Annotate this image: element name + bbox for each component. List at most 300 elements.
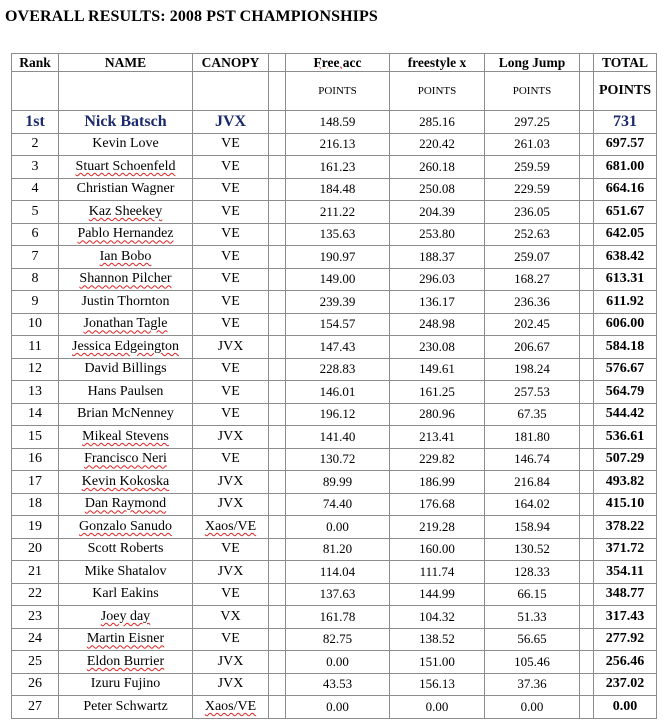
spacer-cell xyxy=(269,538,286,561)
free-acc-cell: 190.97 xyxy=(286,246,390,269)
free-acc-points-label: POINTS xyxy=(286,72,390,111)
freestyle-cell: 0.00 xyxy=(390,696,485,719)
total-cell: 544.42 xyxy=(594,403,657,426)
free-acc-cell: 141.40 xyxy=(286,426,390,449)
total-cell: 415.10 xyxy=(594,493,657,516)
long-jump-cell: 0.00 xyxy=(485,696,580,719)
long-jump-cell: 206.67 xyxy=(485,336,580,359)
name-cell: Kevin Love xyxy=(59,133,193,156)
spacer-cell xyxy=(269,628,286,651)
rank-cell: 3 xyxy=(12,156,59,179)
total-cell: 237.02 xyxy=(594,673,657,696)
rank-cell: 16 xyxy=(12,448,59,471)
rank-cell: 26 xyxy=(12,673,59,696)
long-jump-cell: 202.45 xyxy=(485,313,580,336)
free-acc-cell: 0.00 xyxy=(286,696,390,719)
spacer-cell xyxy=(269,583,286,606)
spacer-cell xyxy=(269,516,286,539)
spacer-cell xyxy=(580,538,594,561)
total-cell: 564.79 xyxy=(594,381,657,404)
rank-cell: 1st xyxy=(12,111,59,134)
spacer-cell xyxy=(269,358,286,381)
rank-cell: 23 xyxy=(12,606,59,629)
freestyle-cell: 204.39 xyxy=(390,201,485,224)
canopy-cell: VE xyxy=(193,448,269,471)
long-jump-cell: 164.02 xyxy=(485,493,580,516)
spacer-cell xyxy=(580,673,594,696)
total-cell: 256.46 xyxy=(594,651,657,674)
freestyle-cell: 151.00 xyxy=(390,651,485,674)
long-jump-cell: 198.24 xyxy=(485,358,580,381)
table-row xyxy=(12,156,657,179)
canopy-cell: JVX xyxy=(193,561,269,584)
total-cell: 371.72 xyxy=(594,538,657,561)
rank-cell: 2 xyxy=(12,133,59,156)
spacer-cell xyxy=(580,583,594,606)
table-row xyxy=(12,448,657,471)
freestyle-cell: 149.61 xyxy=(390,358,485,381)
name-cell xyxy=(59,223,193,246)
rank-cell: 5 xyxy=(12,201,59,224)
free-acc-cell: 149.00 xyxy=(286,268,390,291)
name-cell-text: Jonathan Tagle xyxy=(83,316,168,332)
name-cell: Scott Roberts xyxy=(59,538,193,561)
free-acc-cell: 184.48 xyxy=(286,178,390,201)
name-cell xyxy=(59,268,193,291)
rank-cell: 10 xyxy=(12,313,59,336)
spacer-cell xyxy=(580,516,594,539)
table-row xyxy=(12,111,657,134)
canopy-cell: VE xyxy=(193,268,269,291)
canopy-cell: VE xyxy=(193,246,269,269)
table-row xyxy=(12,336,657,359)
total-cell: 642.05 xyxy=(594,223,657,246)
free-acc-header xyxy=(286,54,390,72)
spacer-cell xyxy=(269,291,286,314)
canopy-cell-text: Xaos/VE xyxy=(204,518,257,534)
freestyle-cell: 176.68 xyxy=(390,493,485,516)
freestyle-cell: 220.42 xyxy=(390,133,485,156)
canopy-cell: VE xyxy=(193,133,269,156)
name-cell xyxy=(59,426,193,449)
canopy-cell: VE xyxy=(193,403,269,426)
spacer-cell xyxy=(269,246,286,269)
spacer-cell xyxy=(269,403,286,426)
free-acc-cell: 154.57 xyxy=(286,313,390,336)
spacer-cell xyxy=(269,606,286,629)
table-row xyxy=(12,201,657,224)
total-cell: 0.00 xyxy=(594,696,657,719)
long-jump-cell: 56.65 xyxy=(485,628,580,651)
canopy-cell: VE xyxy=(193,223,269,246)
spacer-cell xyxy=(580,606,594,629)
spacer-cell xyxy=(269,448,286,471)
canopy-cell: VX xyxy=(193,606,269,629)
name-cell-text: Kevin Kokoska xyxy=(81,473,170,489)
name-cell-text: Shannon Pilcher xyxy=(79,271,172,287)
rank-cell: 25 xyxy=(12,651,59,674)
empty-cell xyxy=(193,72,269,111)
rank-cell: 7 xyxy=(12,246,59,269)
long-jump-header: Long Jump xyxy=(485,54,580,72)
name-cell-text: Mikeal Stevens xyxy=(82,428,169,444)
long-jump-cell: 259.07 xyxy=(485,246,580,269)
free-acc-cell: 81.20 xyxy=(286,538,390,561)
table-row xyxy=(12,291,657,314)
name-cell xyxy=(59,471,193,494)
total-cell: 507.29 xyxy=(594,448,657,471)
table-row xyxy=(12,516,657,539)
long-jump-cell: 259.59 xyxy=(485,156,580,179)
spacer-cell xyxy=(580,426,594,449)
name-cell: Peter Schwartz xyxy=(59,696,193,719)
spacer-cell xyxy=(269,336,286,359)
freestyle-cell: 111.74 xyxy=(390,561,485,584)
canopy-cell: VE xyxy=(193,358,269,381)
free-acc-cell: 239.39 xyxy=(286,291,390,314)
name-cell-text: Kaz Sheekey xyxy=(88,203,163,219)
long-jump-cell: 236.05 xyxy=(485,201,580,224)
name-cell xyxy=(59,201,193,224)
name-cell-text: Dan Raymond xyxy=(84,496,167,512)
free-acc-cell: 74.40 xyxy=(286,493,390,516)
freestyle-cell: 296.03 xyxy=(390,268,485,291)
table-row xyxy=(12,471,657,494)
spacer-cell xyxy=(580,246,594,269)
table-row xyxy=(12,561,657,584)
rank-cell: 18 xyxy=(12,493,59,516)
name-cell xyxy=(59,606,193,629)
spacer-cell xyxy=(580,54,594,72)
long-jump-cell: 257.53 xyxy=(485,381,580,404)
table-row xyxy=(12,268,657,291)
canopy-cell: JVX xyxy=(193,651,269,674)
total-cell: 317.43 xyxy=(594,606,657,629)
total-cell: 536.61 xyxy=(594,426,657,449)
free-acc-cell: 137.63 xyxy=(286,583,390,606)
table-row xyxy=(12,651,657,674)
canopy-cell: VE xyxy=(193,291,269,314)
table-row xyxy=(12,223,657,246)
spacer-cell xyxy=(269,493,286,516)
spacer-cell xyxy=(269,54,286,72)
freestyle-cell: 248.98 xyxy=(390,313,485,336)
name-cell xyxy=(59,336,193,359)
spacer-cell xyxy=(580,493,594,516)
free-acc-cell: 0.00 xyxy=(286,651,390,674)
name-cell-text: Jessica Edgeington xyxy=(72,338,179,354)
long-jump-cell: 66.15 xyxy=(485,583,580,606)
spacer-cell xyxy=(580,156,594,179)
long-jump-cell: 158.94 xyxy=(485,516,580,539)
results-body xyxy=(12,54,657,719)
name-cell: Christian Wagner xyxy=(59,178,193,201)
name-cell-text: Stuart Schoenfeld xyxy=(75,158,176,174)
name-cell: Justin Thornton xyxy=(59,291,193,314)
long-jump-cell: 261.03 xyxy=(485,133,580,156)
spacer-cell xyxy=(269,178,286,201)
name-cell xyxy=(59,313,193,336)
free-acc-cell: 43.53 xyxy=(286,673,390,696)
free-acc-cell: 135.63 xyxy=(286,223,390,246)
spacer-cell xyxy=(580,471,594,494)
total-cell: 664.16 xyxy=(594,178,657,201)
total-cell: 354.11 xyxy=(594,561,657,584)
canopy-cell: VE xyxy=(193,583,269,606)
long-jump-cell: 51.33 xyxy=(485,606,580,629)
canopy-cell xyxy=(193,696,269,719)
spacer-cell xyxy=(580,381,594,404)
name-cell xyxy=(59,516,193,539)
long-jump-cell: 181.80 xyxy=(485,426,580,449)
rank-cell: 11 xyxy=(12,336,59,359)
freestyle-cell: 104.32 xyxy=(390,606,485,629)
name-cell-text: Francisco Neri xyxy=(84,451,167,467)
free-acc-cell: 161.23 xyxy=(286,156,390,179)
table-row xyxy=(12,246,657,269)
name-cell: Nick Batsch xyxy=(59,111,193,134)
free-acc-cell: 0.00 xyxy=(286,516,390,539)
freestyle-header: freestyle x xyxy=(390,54,485,72)
canopy-cell: VE xyxy=(193,538,269,561)
spacer-cell xyxy=(580,268,594,291)
name-cell-text: Eldon Burrier xyxy=(86,653,165,669)
canopy-cell: JVX xyxy=(193,336,269,359)
canopy-cell: VE xyxy=(193,381,269,404)
canopy-cell-text: Xaos/VE xyxy=(204,698,257,714)
total-cell: 348.77 xyxy=(594,583,657,606)
free-acc-cell: 161.78 xyxy=(286,606,390,629)
total-cell: 697.57 xyxy=(594,133,657,156)
table-row xyxy=(12,133,657,156)
name-cell: David Billings xyxy=(59,358,193,381)
table-row xyxy=(12,426,657,449)
free-acc-cell: 146.01 xyxy=(286,381,390,404)
freestyle-points-label: POINTS xyxy=(390,72,485,111)
name-cell-text: Ian Bobo xyxy=(99,248,152,264)
table-row xyxy=(12,628,657,651)
table-row xyxy=(12,696,657,719)
long-jump-cell: 168.27 xyxy=(485,268,580,291)
canopy-cell: VE xyxy=(193,313,269,336)
rank-header: Rank xyxy=(12,54,59,72)
total-cell: 611.92 xyxy=(594,291,657,314)
spacer-cell xyxy=(269,111,286,134)
freestyle-cell: 161.25 xyxy=(390,381,485,404)
table-row xyxy=(12,606,657,629)
spacer-cell xyxy=(580,561,594,584)
total-points-label: POINTS xyxy=(594,72,657,111)
free-acc-cell: 228.83 xyxy=(286,358,390,381)
total-cell: 576.67 xyxy=(594,358,657,381)
long-jump-cell: 67.35 xyxy=(485,403,580,426)
spacer-cell xyxy=(580,336,594,359)
total-cell: 277.92 xyxy=(594,628,657,651)
freestyle-cell: 229.82 xyxy=(390,448,485,471)
spacer-cell xyxy=(580,313,594,336)
freestyle-cell: 280.96 xyxy=(390,403,485,426)
freestyle-cell: 144.99 xyxy=(390,583,485,606)
rank-cell: 15 xyxy=(12,426,59,449)
total-cell: 584.18 xyxy=(594,336,657,359)
name-cell xyxy=(59,628,193,651)
freestyle-cell: 136.17 xyxy=(390,291,485,314)
total-cell: 651.67 xyxy=(594,201,657,224)
spacer-cell xyxy=(580,448,594,471)
name-cell xyxy=(59,448,193,471)
rank-cell: 22 xyxy=(12,583,59,606)
free-acc-cell: 114.04 xyxy=(286,561,390,584)
long-jump-cell: 229.59 xyxy=(485,178,580,201)
spacer-cell xyxy=(269,156,286,179)
long-jump-cell: 236.36 xyxy=(485,291,580,314)
rank-cell: 21 xyxy=(12,561,59,584)
freestyle-cell: 250.08 xyxy=(390,178,485,201)
rank-cell: 27 xyxy=(12,696,59,719)
total-cell: 638.42 xyxy=(594,246,657,269)
name-cell xyxy=(59,246,193,269)
rank-cell: 20 xyxy=(12,538,59,561)
canopy-cell: JVX xyxy=(193,426,269,449)
spacer-cell xyxy=(269,268,286,291)
table-row xyxy=(12,381,657,404)
freestyle-cell: 230.08 xyxy=(390,336,485,359)
canopy-cell: JVX xyxy=(193,111,269,134)
results-table xyxy=(11,53,657,719)
rank-cell: 24 xyxy=(12,628,59,651)
name-cell: Karl Eakins xyxy=(59,583,193,606)
page-title: OVERALL RESULTS: 2008 PST CHAMPIONSHIPS xyxy=(5,8,378,25)
long-jump-cell: 128.33 xyxy=(485,561,580,584)
canopy-cell: JVX xyxy=(193,493,269,516)
canopy-cell: VE xyxy=(193,628,269,651)
canopy-cell xyxy=(193,516,269,539)
name-header: NAME xyxy=(59,54,193,72)
spacer-cell xyxy=(269,201,286,224)
rank-cell: 4 xyxy=(12,178,59,201)
total-cell: 493.82 xyxy=(594,471,657,494)
spacer-cell xyxy=(580,403,594,426)
spacer-cell xyxy=(580,223,594,246)
long-jump-cell: 216.84 xyxy=(485,471,580,494)
spacer-cell xyxy=(269,381,286,404)
name-cell-text: Martin Eisner xyxy=(86,631,165,647)
spacer-cell xyxy=(580,178,594,201)
rank-cell: 19 xyxy=(12,516,59,539)
table-row xyxy=(12,538,657,561)
table-row xyxy=(12,493,657,516)
spacer-cell xyxy=(269,72,286,111)
spacer-cell xyxy=(580,696,594,719)
table-row xyxy=(12,583,657,606)
table-row xyxy=(12,178,657,201)
free-acc-cell: 216.13 xyxy=(286,133,390,156)
subheader-row xyxy=(12,72,657,111)
freestyle-cell: 160.00 xyxy=(390,538,485,561)
empty-cell xyxy=(12,72,59,111)
total-header: TOTAL xyxy=(594,54,657,72)
canopy-cell: VE xyxy=(193,178,269,201)
spacer-cell xyxy=(269,471,286,494)
rank-cell: 17 xyxy=(12,471,59,494)
long-jump-points-label: POINTS xyxy=(485,72,580,111)
freestyle-cell: 186.99 xyxy=(390,471,485,494)
canopy-header: CANOPY xyxy=(193,54,269,72)
spacer-cell xyxy=(580,651,594,674)
free-acc-header-label: Free acc xyxy=(313,54,362,70)
long-jump-cell: 37.36 xyxy=(485,673,580,696)
table-row xyxy=(12,358,657,381)
table-row xyxy=(12,403,657,426)
free-acc-cell: 211.22 xyxy=(286,201,390,224)
freestyle-cell: 213.41 xyxy=(390,426,485,449)
spacer-cell xyxy=(580,201,594,224)
long-jump-cell: 105.46 xyxy=(485,651,580,674)
spacer-cell xyxy=(269,561,286,584)
rank-cell: 14 xyxy=(12,403,59,426)
table-row xyxy=(12,673,657,696)
total-cell: 378.22 xyxy=(594,516,657,539)
rank-cell: 13 xyxy=(12,381,59,404)
spacer-cell xyxy=(269,223,286,246)
name-cell: Brian McNenney xyxy=(59,403,193,426)
canopy-cell: JVX xyxy=(193,471,269,494)
total-cell: 606.00 xyxy=(594,313,657,336)
spacer-cell xyxy=(269,313,286,336)
free-acc-cell: 130.72 xyxy=(286,448,390,471)
total-cell: 613.31 xyxy=(594,268,657,291)
canopy-cell: VE xyxy=(193,156,269,179)
long-jump-cell: 297.25 xyxy=(485,111,580,134)
spacer-cell xyxy=(269,133,286,156)
name-cell xyxy=(59,651,193,674)
spacer-cell xyxy=(269,651,286,674)
free-acc-cell: 82.75 xyxy=(286,628,390,651)
free-acc-cell: 89.99 xyxy=(286,471,390,494)
name-cell-text: Pablo Hernandez xyxy=(77,226,174,242)
name-cell xyxy=(59,493,193,516)
name-cell xyxy=(59,156,193,179)
header-row xyxy=(12,54,657,72)
rank-cell: 12 xyxy=(12,358,59,381)
rank-cell: 8 xyxy=(12,268,59,291)
total-cell: 731 xyxy=(594,111,657,134)
spacer-cell xyxy=(580,72,594,111)
long-jump-cell: 130.52 xyxy=(485,538,580,561)
empty-cell xyxy=(59,72,193,111)
freestyle-cell: 285.16 xyxy=(390,111,485,134)
total-cell: 681.00 xyxy=(594,156,657,179)
freestyle-cell: 253.80 xyxy=(390,223,485,246)
rank-cell: 9 xyxy=(12,291,59,314)
name-cell-text: Gonzalo Sanudo xyxy=(79,518,172,534)
free-acc-cell: 196.12 xyxy=(286,403,390,426)
spacer-cell xyxy=(269,673,286,696)
long-jump-cell: 146.74 xyxy=(485,448,580,471)
name-cell: Mike Shatalov xyxy=(59,561,193,584)
spacer-cell xyxy=(580,358,594,381)
name-cell-text: Joey day xyxy=(100,608,151,624)
spacer-cell xyxy=(580,291,594,314)
spacer-cell xyxy=(580,628,594,651)
canopy-cell: JVX xyxy=(193,673,269,696)
spacer-cell xyxy=(269,426,286,449)
freestyle-cell: 219.28 xyxy=(390,516,485,539)
name-cell: Izuru Fujino xyxy=(59,673,193,696)
free-acc-cell: 148.59 xyxy=(286,111,390,134)
spacer-cell xyxy=(580,111,594,134)
freestyle-cell: 138.52 xyxy=(390,628,485,651)
